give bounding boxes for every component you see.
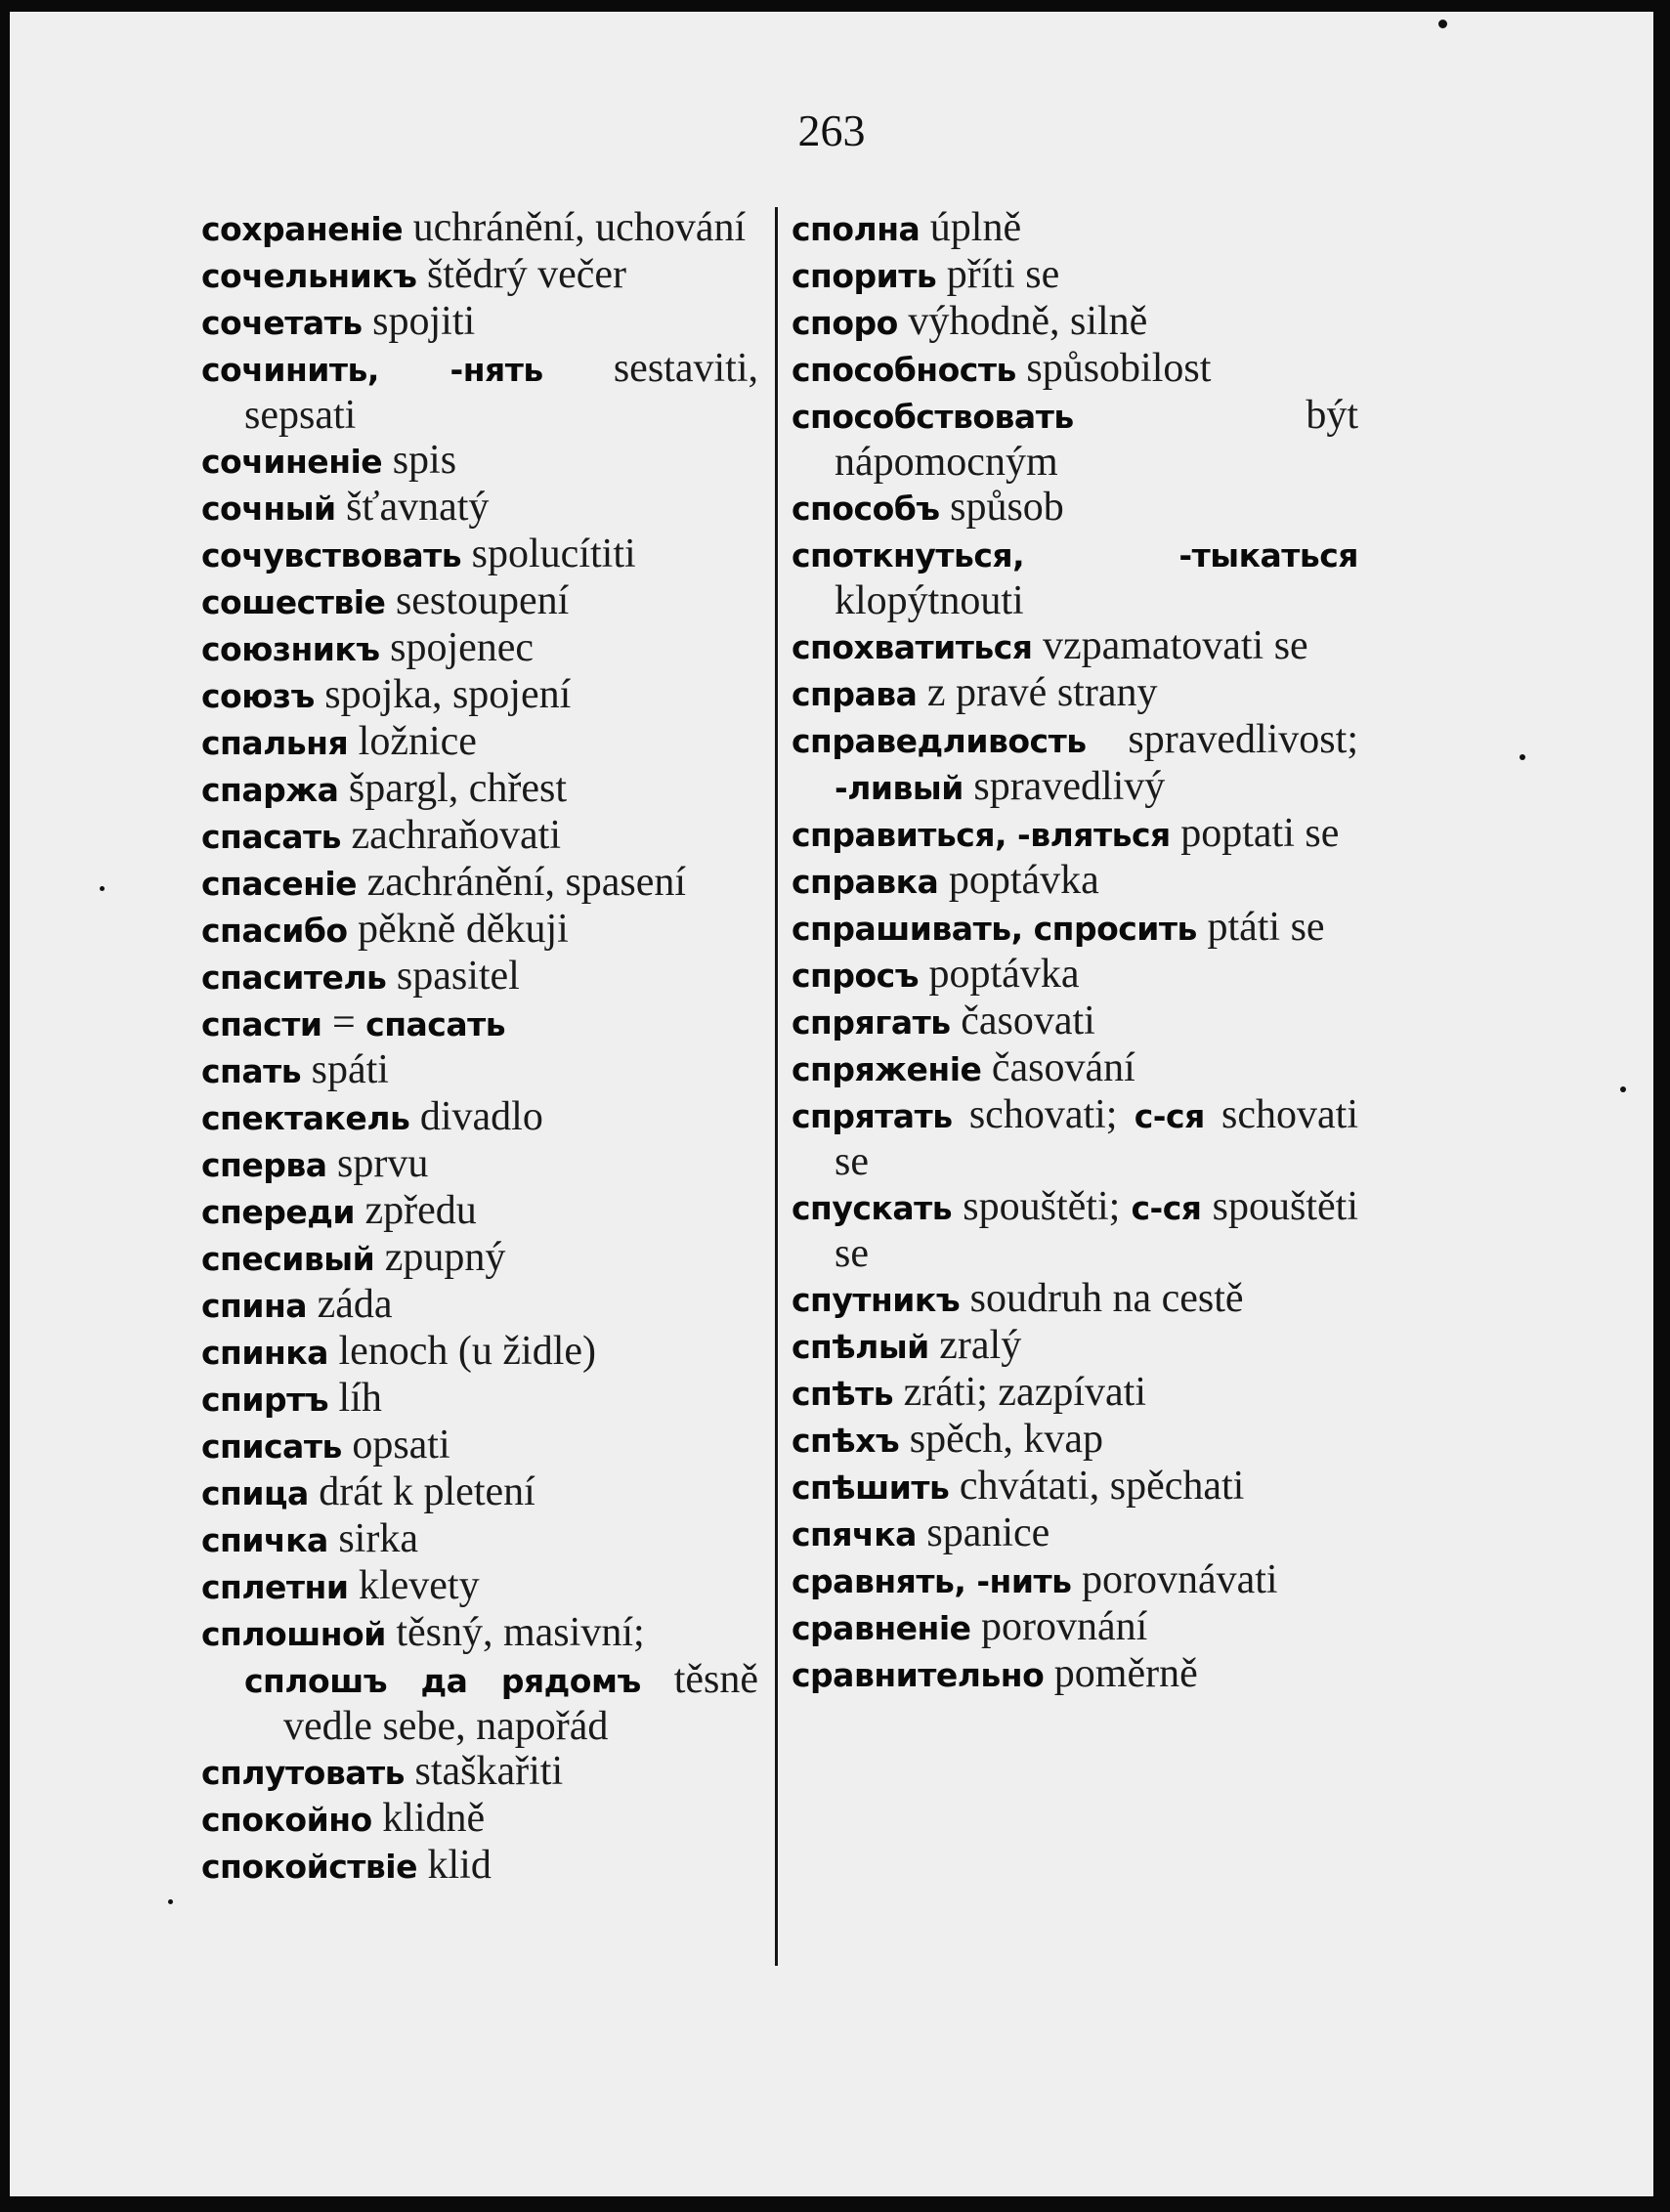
dictionary-entry [201, 1749, 758, 1796]
headword: союзъ [201, 677, 315, 715]
translation: spolucítiti [461, 532, 636, 576]
translation: drát k pletení [308, 1469, 535, 1514]
dictionary-entry [201, 766, 758, 813]
headword: справка [792, 863, 939, 901]
translation: sestoupení [385, 578, 570, 623]
translation: těsně vedle sebe, napořád [283, 1657, 758, 1749]
dictionary-entry [201, 205, 758, 252]
translation: spravedlivý [963, 764, 1166, 809]
dictionary-entry [201, 438, 758, 485]
headword: союзникъ [201, 630, 380, 668]
dictionary-entry [201, 299, 758, 346]
dictionary-entry [792, 252, 1358, 299]
left-column [201, 205, 758, 1890]
translation: poptávka [938, 858, 1099, 903]
headword: сошествіе [201, 583, 386, 621]
dictionary-entry [792, 299, 1358, 346]
headword: спичка [201, 1521, 328, 1559]
dictionary-entry [201, 813, 758, 860]
dictionary-entry [792, 532, 1358, 623]
headword: спасать [365, 1005, 506, 1043]
dictionary-entry [792, 485, 1358, 532]
dictionary-entry [201, 1516, 758, 1563]
translation: zachránění, spasení [357, 860, 687, 905]
translation: poměrně [1044, 1651, 1198, 1696]
translation: těsný, masivní; [385, 1610, 645, 1655]
dictionary-entry [792, 858, 1358, 905]
translation: klopýtnouti [835, 578, 1024, 623]
headword: спальня [201, 724, 349, 762]
headword: сохраненіе [201, 210, 404, 248]
headword: сравненіе [792, 1609, 971, 1647]
headword: сполна [792, 210, 921, 248]
page-number: 263 [797, 106, 866, 155]
dictionary-entry [792, 1464, 1358, 1510]
translation: výhodně, silně [897, 299, 1148, 344]
dictionary-entry [201, 719, 758, 766]
headword: сочный [201, 489, 336, 528]
translation: porovnávati [1071, 1557, 1278, 1602]
headword: спектакель [201, 1099, 410, 1137]
translation: sestaviti, sepsati [244, 346, 758, 438]
translation: poptávka [919, 952, 1080, 997]
translation: šťavnatý [335, 485, 490, 530]
dictionary-entry [792, 1604, 1358, 1651]
translation: = [321, 1000, 366, 1045]
headword: справиться, -вляться [792, 816, 1171, 854]
headword: спасеніе [201, 865, 358, 903]
translation: spáti [301, 1047, 389, 1092]
headword: спасти [201, 1005, 322, 1043]
dictionary-entry [792, 905, 1358, 952]
dictionary-entry [792, 393, 1358, 485]
translation: pěkně děkuji [347, 907, 569, 952]
translation: úplně [920, 205, 1022, 250]
headword: способствовать [792, 398, 1074, 436]
headword: спутникъ [792, 1281, 961, 1319]
dictionary-entry [201, 954, 758, 1000]
translation: líh [328, 1376, 382, 1421]
dictionary-entry [792, 1417, 1358, 1464]
headword: спѣшить [792, 1468, 950, 1507]
dictionary-entry [792, 717, 1358, 811]
translation: časování [981, 1045, 1135, 1090]
dictionary-entry [792, 952, 1358, 999]
translation: z pravé strany [917, 670, 1158, 715]
headword: спесивый [201, 1240, 375, 1278]
translation: staškařiti [405, 1749, 564, 1794]
translation: zpředu [355, 1188, 477, 1233]
column-divider [775, 207, 778, 1966]
headword: спохватиться [792, 628, 1033, 666]
headword: спокойно [201, 1801, 372, 1839]
translation: spůsob [939, 485, 1064, 530]
headword: спина [201, 1287, 308, 1325]
scan-speck [1520, 754, 1525, 760]
translation: soudruh na cestě [960, 1276, 1244, 1321]
dictionary-entry [792, 1092, 1358, 1184]
dictionary-entry [201, 1141, 758, 1188]
translation: vzpamatovati se [1032, 623, 1308, 668]
dictionary-entry [792, 623, 1358, 670]
dictionary-entry [201, 1235, 758, 1282]
translation: klevety [348, 1563, 480, 1608]
dictionary-entry [201, 252, 758, 299]
dictionary-entry [792, 670, 1358, 717]
headword: спрашивать, спросить [792, 910, 1197, 948]
scan-speck [100, 886, 105, 891]
translation: klidně [371, 1796, 486, 1841]
headword: сплошной [201, 1615, 386, 1653]
translation: spojenec [379, 625, 535, 670]
dictionary-entry [201, 1469, 758, 1516]
dictionary-entry [201, 1000, 758, 1047]
dictionary-entry [201, 1329, 758, 1376]
headword: сочельникъ [201, 257, 417, 295]
headword: сочетать [201, 304, 363, 342]
headword: спѣлый [792, 1328, 929, 1366]
headword: спинка [201, 1334, 328, 1372]
headword: споткнуться, -тыкаться [792, 536, 1358, 574]
headword: спица [201, 1474, 309, 1512]
headword: спячка [792, 1515, 917, 1553]
translation: uchránění, uchování [403, 205, 747, 250]
translation: štědrý večer [416, 252, 626, 297]
dictionary-entry [201, 1282, 758, 1329]
translation: ložnice [348, 719, 477, 764]
dictionary-entry [792, 1323, 1358, 1370]
translation: ptáti se [1196, 905, 1325, 950]
dictionary-entry [201, 907, 758, 954]
dictionary-entry [201, 485, 758, 532]
dictionary-entry [201, 346, 758, 438]
translation: zralý [928, 1323, 1022, 1368]
headword: спаситель [201, 958, 387, 997]
dictionary-entry [792, 1510, 1358, 1557]
translation: spouštěti se [835, 1184, 1358, 1276]
translation: zpupný [374, 1235, 506, 1280]
dictionary-entry [792, 999, 1358, 1045]
dictionary-entry [792, 1370, 1358, 1417]
headword: сравнительно [792, 1656, 1045, 1694]
headword: спасать [201, 818, 341, 856]
headword: сплетни [201, 1568, 349, 1606]
headword: сплутовать [201, 1754, 405, 1792]
headword: сочинить, -нять [201, 351, 543, 389]
dictionary-entry [201, 578, 758, 625]
headword: с-ся [1131, 1189, 1202, 1227]
headword: спокойствіе [201, 1848, 417, 1886]
translation: příti se [936, 252, 1060, 297]
scan-speck [168, 1899, 173, 1904]
dictionary-entry [792, 205, 1358, 252]
dictionary-entry [201, 1796, 758, 1843]
headword: спросъ [792, 957, 920, 995]
headword: спѣть [792, 1375, 894, 1413]
headword: списать [201, 1427, 342, 1466]
headword: спаржа [201, 771, 339, 809]
headword: справедливость [792, 722, 1087, 760]
headword: сочувствовать [201, 536, 462, 574]
headword: сперва [201, 1146, 327, 1184]
headword: сочиненіе [201, 443, 383, 481]
headword: споро [792, 304, 898, 342]
dictionary-entry [792, 1045, 1358, 1092]
dictionary-entry [792, 1184, 1358, 1276]
translation: spůsobilost [1015, 346, 1212, 391]
dictionary-subentry [201, 1657, 758, 1749]
headword: спиртъ [201, 1381, 329, 1419]
translation: porovnání [970, 1604, 1148, 1649]
dictionary-entry [201, 1188, 758, 1235]
translation: opsati [341, 1423, 450, 1468]
headword: спряженіе [792, 1050, 982, 1088]
headword: -ливый [835, 769, 963, 807]
dictionary-entry [201, 672, 758, 719]
translation: zráti; zazpívati [893, 1370, 1146, 1415]
translation: divadlo [409, 1094, 543, 1139]
translation: poptati se [1170, 811, 1340, 856]
translation: spanice [916, 1510, 1050, 1555]
headword: спать [201, 1052, 302, 1090]
scan-speck [1438, 20, 1447, 28]
headword: способъ [792, 489, 940, 528]
dictionary-entry [201, 1094, 758, 1141]
dictionary-entry [201, 860, 758, 907]
dictionary-entry [201, 1563, 758, 1610]
translation: být nápomocným [835, 393, 1358, 485]
scan-speck [1620, 1086, 1626, 1092]
dictionary-entry [201, 532, 758, 578]
dictionary-entry [201, 1423, 758, 1469]
dictionary-entry [792, 346, 1358, 393]
headword: сравнять, -нить [792, 1562, 1072, 1600]
translation: špargl, chřest [338, 766, 568, 811]
translation: spouštěti; [952, 1184, 1132, 1229]
headword: спереди [201, 1193, 356, 1231]
translation: spis [382, 438, 457, 483]
dictionary-page [10, 12, 1653, 2196]
headword: справа [792, 675, 918, 713]
translation: schovati se [835, 1092, 1359, 1184]
translation: spěch, kvap [899, 1417, 1104, 1462]
headword: спорить [792, 257, 937, 295]
dictionary-entry [792, 1276, 1358, 1323]
headword: спѣхъ [792, 1422, 900, 1460]
translation: záda [307, 1282, 393, 1327]
headword: спускать [792, 1189, 953, 1227]
dictionary-entry [201, 1610, 758, 1657]
dictionary-entry [201, 625, 758, 672]
dictionary-entry [201, 1047, 758, 1094]
translation: lenoch (u židle) [327, 1329, 596, 1374]
right-column [792, 205, 1358, 1698]
translation: sirka [327, 1516, 418, 1561]
translation: sprvu [326, 1141, 429, 1186]
headword: спасибо [201, 912, 348, 950]
headword: сплошъ да рядомъ [244, 1662, 641, 1700]
translation: spojiti [362, 299, 476, 344]
translation: spasitel [386, 954, 520, 999]
dictionary-entry [201, 1843, 758, 1890]
dictionary-entry [792, 811, 1358, 858]
translation: časovati [950, 999, 1095, 1043]
dictionary-entry [792, 1651, 1358, 1698]
translation: schovati; [952, 1092, 1135, 1137]
headword: способность [792, 351, 1016, 389]
translation: spravedlivost; [1086, 717, 1358, 762]
translation: spojka, spojení [314, 672, 572, 717]
translation: chvátati, spěchati [949, 1464, 1245, 1509]
dictionary-entry [201, 1376, 758, 1423]
translation: klid [417, 1843, 492, 1888]
translation: zachraňovati [340, 813, 562, 858]
headword: с-ся [1134, 1097, 1205, 1135]
headword: спрятать [792, 1097, 953, 1135]
dictionary-entry [792, 1557, 1358, 1604]
headword: спрягать [792, 1003, 951, 1042]
